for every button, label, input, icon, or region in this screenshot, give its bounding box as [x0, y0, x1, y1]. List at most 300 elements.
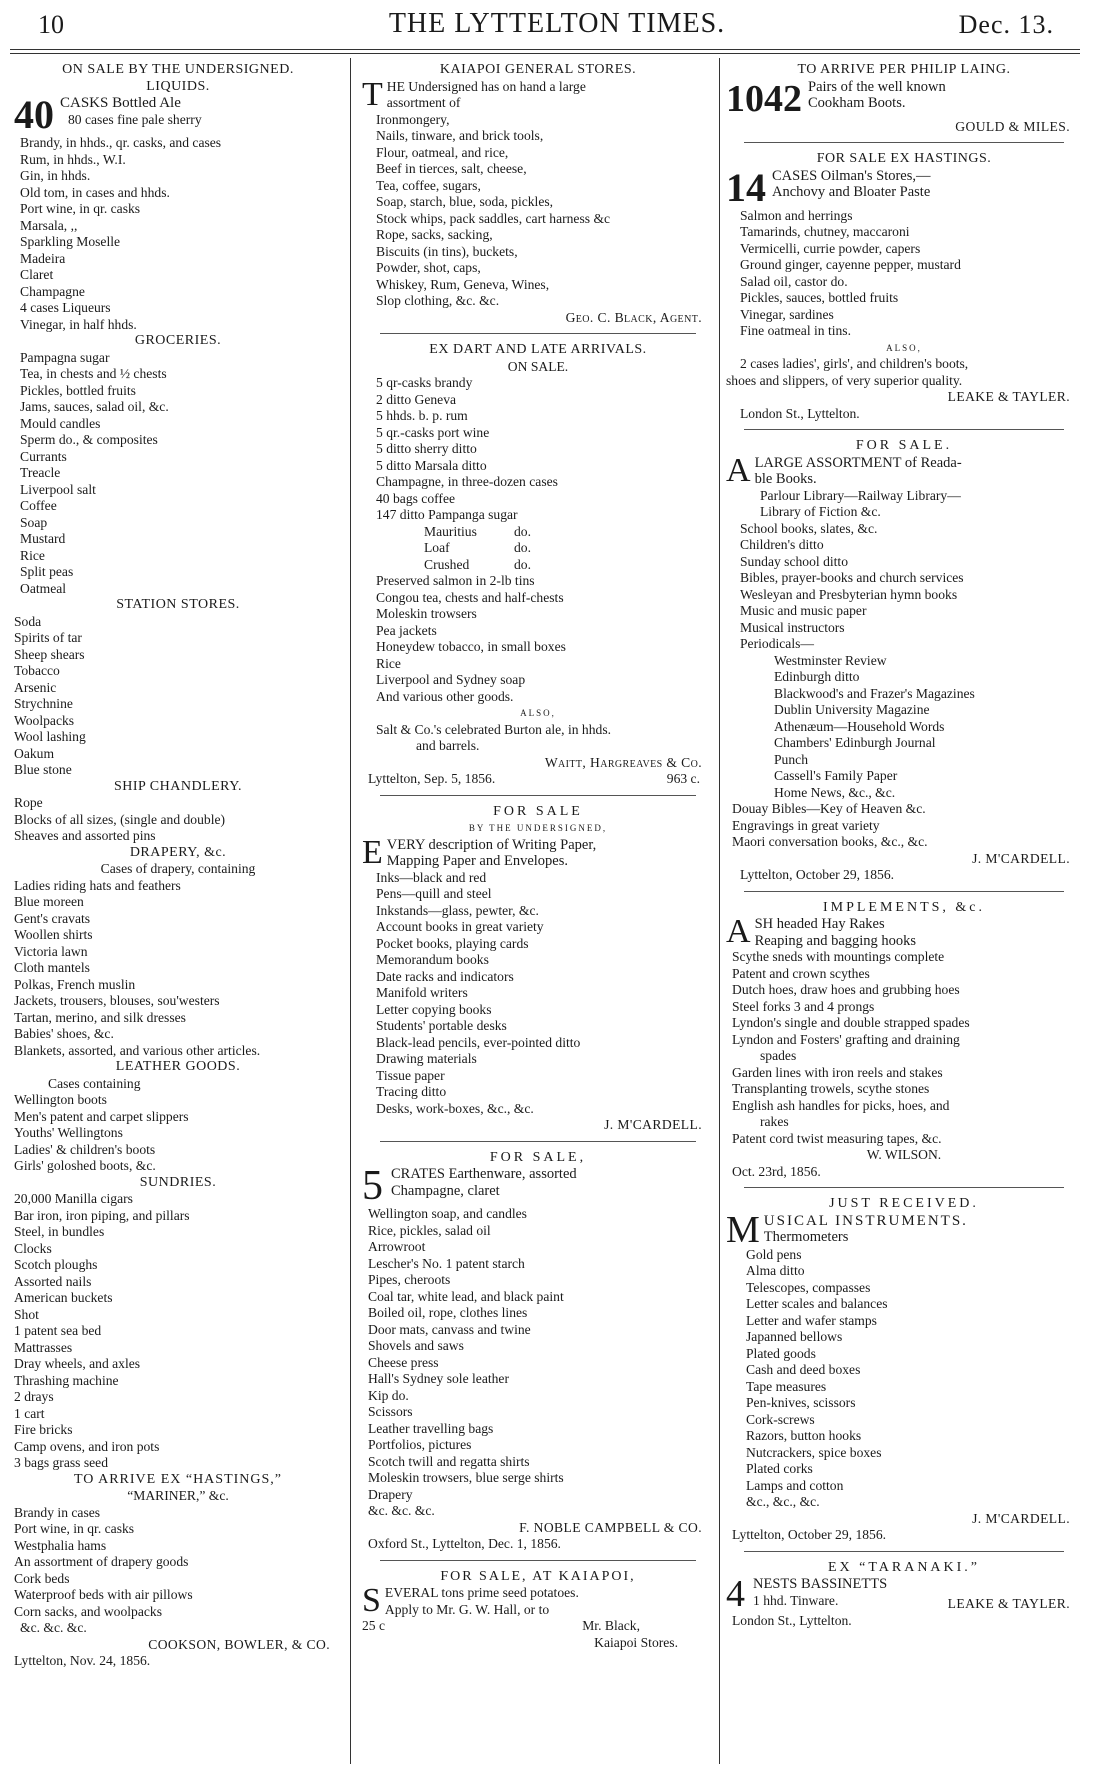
- list-item: Letter copying books: [376, 1001, 492, 1017]
- list-item: Letter and wafer stamps: [746, 1312, 877, 1328]
- ad-text: VERY description of Writing Paper,: [386, 836, 597, 853]
- advertiser-signature: J. M'CARDELL.: [972, 850, 1070, 866]
- list-item: Biscuits (in tins), buckets,: [376, 243, 518, 259]
- ad-text: Apply to Mr. G. W. Hall, or to: [384, 1601, 550, 1617]
- list-item: Cork-screws: [746, 1411, 815, 1427]
- list-item: Manifold writers: [376, 985, 468, 1000]
- list-item: Woollen shirts: [14, 927, 93, 942]
- ad-text: Mr. Black,: [582, 1618, 640, 1633]
- list-item: Flour, oatmeal, and rice,: [376, 144, 509, 160]
- list-item: Westphalia hams: [14, 1537, 107, 1553]
- list-item: Claret: [20, 267, 54, 282]
- ad-divider: [744, 142, 1064, 143]
- list-item: Home News, &c., &c.: [774, 784, 896, 800]
- list-item: Chambers' Edinburgh Journal: [774, 735, 936, 750]
- list-item: Maori conversation books, &c., &c.: [732, 834, 928, 849]
- ad-heading: FOR SALE, AT KAIAPOI,: [440, 1568, 636, 1584]
- list-item: 147 ditto Pampanga sugar: [376, 507, 518, 522]
- list-item: 5 qr-casks brandy: [376, 375, 473, 390]
- list-item: Girls' goloshed boots, &c.: [14, 1158, 156, 1173]
- list-item: 5 qr.-casks port wine: [376, 424, 490, 440]
- list-item: Leather travelling bags: [368, 1420, 494, 1436]
- ad-divider: [744, 891, 1064, 892]
- list-item: Wellington soap, and candles: [368, 1206, 527, 1221]
- advertisement: [362, 804, 714, 1134]
- dateline: Lyttelton, October 29, 1856.: [740, 867, 895, 882]
- subheading: BY THE UNDERSIGNED,: [468, 823, 608, 833]
- list-item: Blankets, assorted, and various other articles.: [14, 1042, 261, 1058]
- list-item: Split peas: [20, 564, 74, 579]
- item-list: [362, 112, 714, 310]
- list-item: Sparkling Moselle: [20, 234, 121, 249]
- list-item: Wellington boots: [14, 1092, 107, 1107]
- drop-capital: S: [362, 1582, 381, 1619]
- list-item: 2 drays: [14, 1389, 54, 1404]
- ad-text: Cookham Boots.: [808, 95, 906, 111]
- list-item: Patent and crown scythes: [732, 965, 870, 981]
- advertisement: [726, 62, 1082, 135]
- ad-text: Kaiapoi Stores.: [594, 1634, 678, 1650]
- ad-divider: [744, 1551, 1064, 1552]
- ad-text: assortment of: [386, 95, 461, 110]
- etc-line: &c. &c. &c.: [20, 1620, 87, 1635]
- ad-text: Thermometers: [763, 1229, 849, 1245]
- list-item: Thrashing machine: [14, 1372, 119, 1388]
- list-item: Soda: [14, 613, 42, 629]
- subheading: Cases containing: [48, 1075, 141, 1091]
- ad-heading: KAIAPOI GENERAL STORES.: [439, 62, 637, 77]
- dateline: [362, 771, 714, 788]
- item-list: [726, 801, 1082, 851]
- item-list: [726, 949, 1082, 1048]
- list-item: Madeira: [20, 250, 66, 266]
- ad-text: NESTS BASSINETTS: [753, 1576, 888, 1592]
- list-item: Scythe sneds with mountings complete: [732, 949, 945, 964]
- list-item: Cork beds: [14, 1570, 70, 1586]
- list-item: Corn sacks, and woolpacks: [14, 1603, 162, 1619]
- advertisement: [362, 1150, 714, 1553]
- list-item: Liverpool and Sydney soap: [376, 672, 526, 687]
- list-item: Memorandum books: [376, 952, 489, 967]
- dateline: Oct. 23rd, 1856.: [732, 1163, 821, 1179]
- section-heading: “MARINER,” &c.: [127, 1488, 229, 1503]
- list-item: Old tom, in cases and hhds.: [20, 184, 170, 200]
- list-item: Vermicelli, currie powder, capers: [740, 240, 921, 256]
- list-item: Tissue paper: [376, 1067, 445, 1083]
- ad-text: Champagne, claret: [391, 1182, 500, 1199]
- list-item: Gent's cravats: [14, 910, 91, 926]
- lead-text: CASKS Bottled Ale: [60, 95, 181, 111]
- section-heading: SHIP CHANDLERY.: [113, 778, 243, 794]
- list-item: 2 ditto Geneva: [376, 391, 457, 407]
- list-item: Sheaves and assorted pins: [14, 828, 156, 843]
- list-item: Ladies riding hats and feathers: [14, 877, 181, 893]
- list-item: Scotch ploughs: [14, 1257, 98, 1272]
- list-item: Rice, pickles, salad oil: [368, 1222, 491, 1238]
- list-item: Oatmeal: [20, 580, 67, 596]
- subheading: ON SALE.: [507, 358, 569, 374]
- list-item: Sheep shears: [14, 646, 85, 662]
- ad-text: Pairs of the well known: [808, 78, 946, 95]
- list-item: An assortment of drapery goods: [14, 1554, 189, 1569]
- item-list: [726, 208, 1082, 340]
- list-item: 4 cases Liqueurs: [20, 300, 111, 315]
- list-item: 20,000 Manilla cigars: [14, 1191, 133, 1206]
- list-item: Rope: [14, 795, 43, 810]
- display-number: 40: [14, 92, 54, 137]
- list-item: School books, slates, &c.: [740, 520, 878, 536]
- ad-text: CRATES Earthenware, assorted: [391, 1166, 577, 1182]
- list-item: Pea jackets: [376, 622, 437, 638]
- list-item: Port wine, in qr. casks: [20, 201, 141, 216]
- list-item: Sperm do., & composites: [20, 432, 158, 447]
- item-list: [362, 870, 714, 1118]
- list-item: Tartan, merino, and silk dresses: [14, 1009, 186, 1025]
- advertisement: [726, 438, 1082, 884]
- item-list: [14, 1092, 342, 1175]
- ad-text: LARGE ASSORTMENT of Reada-: [754, 454, 962, 471]
- drop-capital: A: [726, 451, 751, 489]
- list-item: Salmon and herrings: [740, 207, 853, 223]
- list-item: Arsenic: [14, 679, 57, 695]
- sugar-row: [362, 557, 714, 574]
- list-item: Coal tar, white lead, and black paint: [368, 1288, 564, 1304]
- list-item: Steel, in bundles: [14, 1224, 105, 1239]
- advertiser-signature: Waitt, Hargreaves & Co.: [544, 754, 702, 770]
- list-item: Plated corks: [746, 1461, 813, 1476]
- list-item: Drapery: [368, 1486, 413, 1502]
- ad-divider: [380, 333, 696, 334]
- advertisement: [726, 1560, 1082, 1630]
- list-item: Door mats, canvass and twine: [368, 1321, 531, 1337]
- display-number: 4: [726, 1573, 745, 1615]
- list-item: Lescher's No. 1 patent starch: [368, 1255, 525, 1271]
- list-item: Cassell's Family Paper: [774, 768, 898, 783]
- list-item: Clocks: [14, 1240, 52, 1256]
- list-item: Dublin University Magazine: [774, 702, 930, 717]
- list-item: Periodicals—: [740, 636, 814, 651]
- list-item: Whiskey, Rum, Geneva, Wines,: [376, 276, 550, 292]
- section-heading: GROCERIES.: [134, 333, 222, 348]
- also-label: ALSO,: [520, 708, 556, 718]
- list-item: Brandy, in hhds., qr. casks, and cases: [20, 135, 222, 150]
- ad-text: [362, 1618, 714, 1635]
- list-item: Transplanting trowels, scythe stones: [732, 1081, 930, 1096]
- list-item: Liverpool salt: [20, 481, 96, 497]
- list-item: Vinegar, in half hhds.: [20, 316, 137, 332]
- list-item: Tea, coffee, sugars,: [376, 177, 481, 193]
- list-item: Razors, button hooks: [746, 1428, 862, 1443]
- list-item: Currants: [20, 448, 67, 464]
- ad-text: Reaping and bagging hooks: [754, 932, 917, 949]
- ad-text: Library of Fiction &c.: [760, 504, 881, 519]
- list-item: Kip do.: [368, 1387, 409, 1403]
- lead-line: [14, 92, 342, 137]
- list-item: Pampagna sugar: [20, 349, 110, 365]
- ad-text: and barrels.: [416, 738, 480, 753]
- item-list: [14, 350, 342, 598]
- item-list: [362, 1206, 714, 1503]
- list-item: Cash and deed boxes: [746, 1362, 861, 1377]
- item-list: [14, 878, 342, 1060]
- list-item: Rice: [20, 547, 45, 563]
- item-list: [726, 521, 1082, 653]
- ad-text: Mapping Paper and Envelopes.: [386, 853, 568, 869]
- ad-divider: [744, 429, 1064, 430]
- page-number: 10: [38, 10, 64, 39]
- item-list: [14, 614, 342, 779]
- advertisement: [362, 1569, 714, 1652]
- ad-text: Patent cord twist measuring tapes, &c.: [732, 1130, 942, 1146]
- list-item: Camp ovens, and iron pots: [14, 1438, 160, 1454]
- list-item: Tracing ditto: [376, 1084, 447, 1099]
- list-item: Dray wheels, and axles: [14, 1356, 141, 1371]
- item-list: [14, 795, 342, 845]
- column-rule: [719, 58, 720, 1764]
- masthead-rule-lower: [10, 53, 1080, 54]
- list-item: Ground ginger, cayenne pepper, mustard: [740, 257, 961, 272]
- ad-text: Parlour Library—Railway Library—: [760, 487, 961, 503]
- list-item: Punch: [774, 751, 808, 767]
- list-item: 5 ditto Marsala ditto: [376, 457, 487, 473]
- section-heading: STATION STORES.: [116, 597, 240, 612]
- list-item: Blue stone: [14, 762, 72, 777]
- ad-text: spades: [760, 1048, 797, 1063]
- list-item: Coffee: [20, 498, 57, 513]
- list-item: Wesleyan and Presbyterian hymn books: [740, 586, 958, 602]
- ad-text: EVERAL tons prime seed potatoes.: [384, 1585, 579, 1600]
- drop-capital: E: [362, 833, 383, 871]
- list-item: Edinburgh ditto: [774, 669, 860, 684]
- ad-heading: TO ARRIVE PER PHILIP LAING.: [797, 62, 1011, 77]
- dateline: Lyttelton, October 29, 1856.: [732, 1527, 887, 1542]
- newspaper-title: THE LYTTELTON TIMES.: [388, 8, 726, 39]
- column-middle: [362, 62, 714, 1762]
- advertiser-signature: J. M'CARDELL.: [972, 1510, 1070, 1526]
- list-item: Telescopes, compasses: [746, 1279, 871, 1295]
- list-item: Spirits of tar: [14, 630, 82, 645]
- list-item: Pocket books, playing cards: [376, 935, 529, 951]
- list-item: Blue moreen: [14, 894, 84, 909]
- list-item: Drawing materials: [376, 1051, 477, 1066]
- list-item: Pipes, cheroots: [368, 1272, 451, 1287]
- ditto-mark: do.: [514, 523, 531, 539]
- ad-text: rakes: [760, 1114, 789, 1129]
- advertiser-signature: W. WILSON.: [866, 1147, 942, 1162]
- list-item: Japanned bellows: [746, 1329, 843, 1344]
- section-heading: LEATHER GOODS.: [115, 1059, 241, 1074]
- ad-text: Salt & Co.'s celebrated Burton ale, in hhds.: [376, 721, 612, 737]
- list-item: Lyndon and Fosters' grafting and draining: [732, 1031, 960, 1047]
- list-item: Marsala, ,,: [20, 217, 78, 233]
- column-right: [726, 62, 1082, 1762]
- list-item: Fire bricks: [14, 1422, 73, 1437]
- list-item: Gin, in hhds.: [20, 168, 91, 183]
- list-item: Portfolios, pictures: [368, 1437, 472, 1452]
- sugar-row: [362, 524, 714, 541]
- item-list: [14, 1505, 342, 1621]
- ad-heading: FOR SALE,: [489, 1149, 587, 1165]
- list-item: Pens—quill and steel: [376, 886, 492, 901]
- list-item: 40 bags coffee: [376, 490, 456, 506]
- ad-heading: EX DART AND LATE ARRIVALS.: [429, 342, 647, 357]
- list-item: Musical instructors: [740, 619, 845, 635]
- list-item: Honeydew tobacco, in small boxes: [376, 639, 566, 654]
- ad-text: SH headed Hay Rakes: [754, 916, 885, 932]
- ad-text: HE Undersigned has on hand a large: [386, 78, 586, 94]
- drop-capital: M: [726, 1208, 760, 1251]
- also-label: ALSO,: [886, 342, 922, 353]
- sugar-type: Loaf: [424, 540, 450, 555]
- list-item: Youths' Wellingtons: [14, 1125, 123, 1140]
- section-heading: DRAPERY, &c.: [129, 844, 227, 860]
- periodicals-list: [726, 653, 1082, 802]
- list-item: Tea, in chests and ½ chests: [20, 366, 167, 381]
- list-item: 5 hhds. b. p. rum: [376, 408, 468, 423]
- display-number: 14: [726, 164, 766, 210]
- advertisement: [726, 900, 1082, 1181]
- list-item: Assorted nails: [14, 1273, 92, 1289]
- list-item: Shovels and saws: [368, 1338, 464, 1353]
- list-item: Moleskin trowsers, blue serge shirts: [368, 1470, 564, 1485]
- list-item: Men's patent and carpet slippers: [14, 1108, 189, 1124]
- list-item: English ash handles for picks, hoes, and: [732, 1097, 950, 1113]
- list-item: Mould candles: [20, 415, 101, 431]
- ad-heading: FOR SALE.: [855, 438, 953, 453]
- list-item: Salad oil, castor do.: [740, 273, 848, 289]
- subheading: Cases of drapery, containing: [100, 861, 256, 876]
- advertiser-signature: LEAKE & TAYLER.: [947, 389, 1070, 404]
- item-list: [726, 1247, 1082, 1511]
- section-heading: LIQUIDS.: [146, 78, 210, 94]
- issue-date: Dec. 13.: [958, 10, 1054, 39]
- ad-text: ble Books.: [754, 471, 817, 487]
- advertiser-signature: COOKSON, BOWLER, & CO.: [148, 1636, 330, 1652]
- ad-heading: EX “TARANAKI.”: [827, 1559, 981, 1575]
- list-item: Blackwood's and Frazer's Magazines: [774, 685, 975, 701]
- list-item: Polkas, French muslin: [14, 976, 136, 992]
- list-item: 5 ditto sherry ditto: [376, 441, 477, 456]
- list-item: Champagne: [20, 283, 85, 299]
- ad-heading: FOR SALE: [493, 803, 583, 819]
- list-item: Lamps and cotton: [746, 1477, 844, 1493]
- list-item: Nutcrackers, spice boxes: [746, 1444, 882, 1460]
- list-item: Vinegar, sardines: [740, 306, 834, 322]
- list-item: Stock whips, pack saddles, cart harness &c: [376, 210, 611, 226]
- list-item: Tape measures: [746, 1378, 827, 1394]
- list-item: Engravings in great variety: [732, 817, 880, 833]
- list-item: Pickles, sauces, bottled fruits: [740, 290, 899, 305]
- list-item: Letter scales and balances: [746, 1296, 888, 1311]
- list-item: Soap: [20, 514, 48, 530]
- advertisement: [362, 62, 714, 326]
- list-item: Oakum: [14, 745, 55, 761]
- list-item: Hall's Sydney sole leather: [368, 1371, 509, 1386]
- display-number: 1042: [726, 77, 802, 120]
- list-item: Mustard: [20, 531, 66, 546]
- list-item: Pickles, bottled fruits: [20, 382, 136, 398]
- list-item: Garden lines with iron reels and stakes: [732, 1064, 943, 1080]
- list-item: Cheese press: [368, 1354, 439, 1370]
- list-item: Soap, starch, blue, soda, pickles,: [376, 194, 554, 209]
- list-item: Pen-knives, scissors: [746, 1395, 856, 1410]
- ad-reference: 963 c.: [666, 771, 700, 786]
- list-item: Gold pens: [746, 1246, 802, 1262]
- list-item: Treacle: [20, 465, 61, 480]
- list-item: Scotch twill and regatta shirts: [368, 1453, 530, 1469]
- item-list: [362, 573, 714, 705]
- list-item: Children's ditto: [740, 537, 824, 552]
- list-item: 3 bags grass seed: [14, 1455, 109, 1470]
- list-item: Account books in great variety: [376, 919, 544, 934]
- list-item: American buckets: [14, 1290, 113, 1305]
- ad-text: USICAL INSTRUMENTS.: [763, 1212, 968, 1229]
- list-item: Waterproof beds with air pillows: [14, 1587, 193, 1602]
- item-list: [362, 375, 714, 524]
- column-left: [14, 62, 342, 1762]
- ad-divider: [380, 795, 696, 796]
- list-item: Victoria lawn: [14, 943, 88, 959]
- item-list: [726, 1065, 1082, 1115]
- list-item: Bar iron, iron piping, and pillars: [14, 1207, 190, 1223]
- advertiser-signature: J. M'CARDELL.: [604, 1117, 702, 1132]
- list-item: Rum, in hhds., W.I.: [20, 151, 126, 167]
- display-number: 5: [362, 1163, 383, 1209]
- list-item: Nails, tinware, and brick tools,: [376, 128, 544, 143]
- ditto-mark: do.: [514, 540, 531, 555]
- ad-heading: JUST RECEIVED.: [829, 1196, 979, 1211]
- ad-heading: IMPLEMENTS, &c.: [822, 899, 986, 915]
- ad-text: 1 hhd. Tinware.: [753, 1592, 839, 1608]
- list-item: Shot: [14, 1306, 39, 1322]
- address: London St., Lyttelton.: [740, 405, 860, 421]
- sugar-list: [362, 524, 714, 574]
- list-item: Woolpacks: [14, 712, 75, 728]
- list-item: Beef in tierces, salt, cheese,: [376, 161, 527, 176]
- list-item: Music and music paper: [740, 603, 867, 618]
- address: London St., Lyttelton.: [732, 1612, 852, 1628]
- ad-divider: [744, 1187, 1064, 1188]
- advertiser-signature: GOULD & MILES.: [955, 118, 1070, 134]
- list-item: Athenæum—Household Words: [774, 718, 945, 734]
- list-item: Scissors: [368, 1404, 413, 1419]
- ad-heading: FOR SALE EX HASTINGS.: [816, 151, 992, 166]
- list-item: Brandy in cases: [14, 1504, 101, 1520]
- list-item: Wool lashing: [14, 729, 86, 744]
- advertiser-signature: LEAKE & TAYLER.: [947, 1596, 1070, 1611]
- list-item: Inkstands—glass, pewter, &c.: [376, 902, 539, 918]
- section-heading: TO ARRIVE EX “HASTINGS,”: [73, 1471, 283, 1487]
- list-item: 1 patent sea bed: [14, 1323, 102, 1338]
- list-item: Plated goods: [746, 1345, 816, 1361]
- item-list: [14, 1191, 342, 1472]
- list-item: Desks, work-boxes, &c., &c.: [376, 1100, 534, 1116]
- list-item: Bibles, prayer-books and church services: [740, 570, 964, 585]
- advertisement: [362, 342, 714, 788]
- list-item: Rice: [376, 655, 401, 671]
- list-item: Ironmongery,: [376, 111, 450, 127]
- dateline: Lyttelton, Nov. 24, 1856.: [14, 1653, 151, 1668]
- list-item: Black-lead pencils, ever-pointed ditto: [376, 1034, 581, 1050]
- list-item: Jackets, trousers, blouses, sou'westers: [14, 993, 220, 1008]
- etc-line: &c. &c. &c.: [368, 1503, 435, 1518]
- ad-divider: [380, 1141, 696, 1142]
- list-item: Date racks and indicators: [376, 968, 514, 984]
- sugar-type: Crushed: [424, 556, 470, 572]
- ditto-mark: do.: [514, 556, 531, 572]
- list-item: Champagne, in three-dozen cases: [376, 474, 558, 489]
- list-item: Sunday school ditto: [740, 553, 848, 569]
